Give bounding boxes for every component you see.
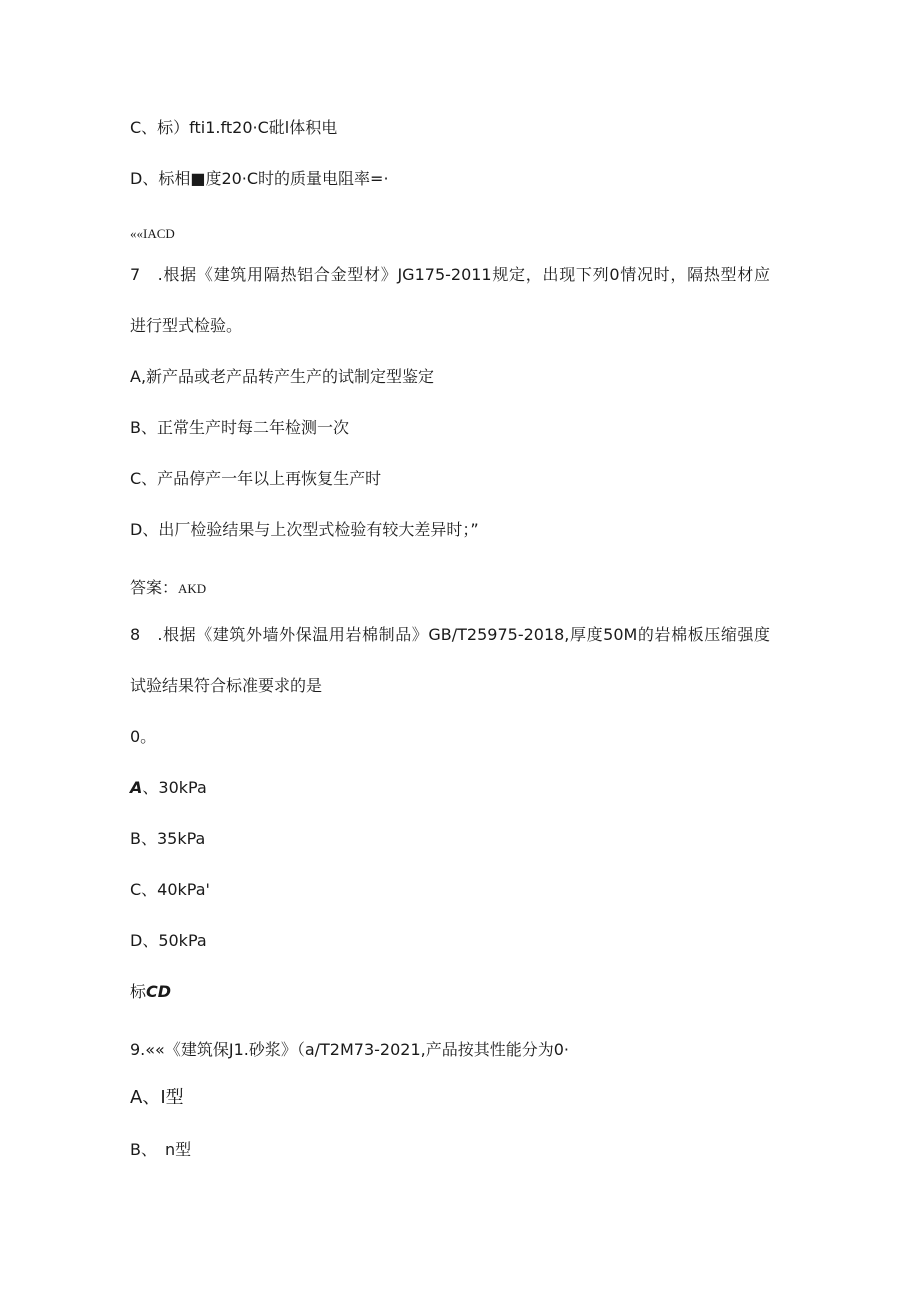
- option-c-q7: C、产品停产一年以上再恢复生产时: [130, 469, 382, 488]
- answer-label-q8: 标: [130, 982, 147, 1001]
- answer-q8: [130, 982, 171, 1002]
- question-8-text: 8 .根据《建筑外墙外保温用岩棉制品》GB/T25975-2018,厚度50M的岩棉板压缩强度: [130, 625, 770, 644]
- question-7-line-2: 进行型式检验。: [130, 316, 243, 335]
- option-c-q8: C、40kPa': [130, 880, 210, 899]
- option-a-q9: A、I型: [130, 1087, 184, 1108]
- option-b-q7: B、正常生产时每二年检测一次: [130, 418, 349, 437]
- question-8-line-1: [130, 625, 770, 645]
- option-a-q7: A,新产品或老产品转产生产的试制定型鉴定: [130, 367, 435, 386]
- option-a-q8: [130, 778, 207, 798]
- question-9: 9.««《建筑保J1.砂浆》（a/T2M73-2021,产品按其性能分为0·: [130, 1040, 569, 1059]
- answer-q6: ««IACD: [130, 226, 175, 241]
- answer-value-q8: CD: [146, 982, 172, 1001]
- option-d-q7: D、出厂检验结果与上次型式检验有较大差异时；”: [130, 520, 479, 539]
- option-d-q8: D、50kPa: [130, 931, 207, 950]
- question-7-line-1: [130, 265, 770, 285]
- option-b-q9: B、 n型: [130, 1140, 192, 1159]
- option-a-letter: A: [130, 778, 143, 797]
- question-8-line-2: 试验结果符合标准要求的是: [130, 676, 323, 695]
- option-d-resistivity: D、标相■度20·C时的质量电阻率=·: [130, 169, 389, 188]
- option-c-resistivity: C、标）fti1.ft20·C砒l体积电: [130, 118, 338, 137]
- answer-value: AKD: [178, 581, 207, 596]
- option-a-text: 、30kPa: [142, 778, 207, 797]
- question-7-text: 7 .根据《建筑用隔热铝合金型材》JG175-2011规定，出现下列0情况时，隔热型材应: [130, 265, 770, 284]
- answer-q7: [130, 578, 206, 599]
- answer-label: 答案：: [130, 578, 179, 597]
- option-b-q8: B、35kPa: [130, 829, 206, 848]
- question-8-blank: 0。: [130, 727, 157, 746]
